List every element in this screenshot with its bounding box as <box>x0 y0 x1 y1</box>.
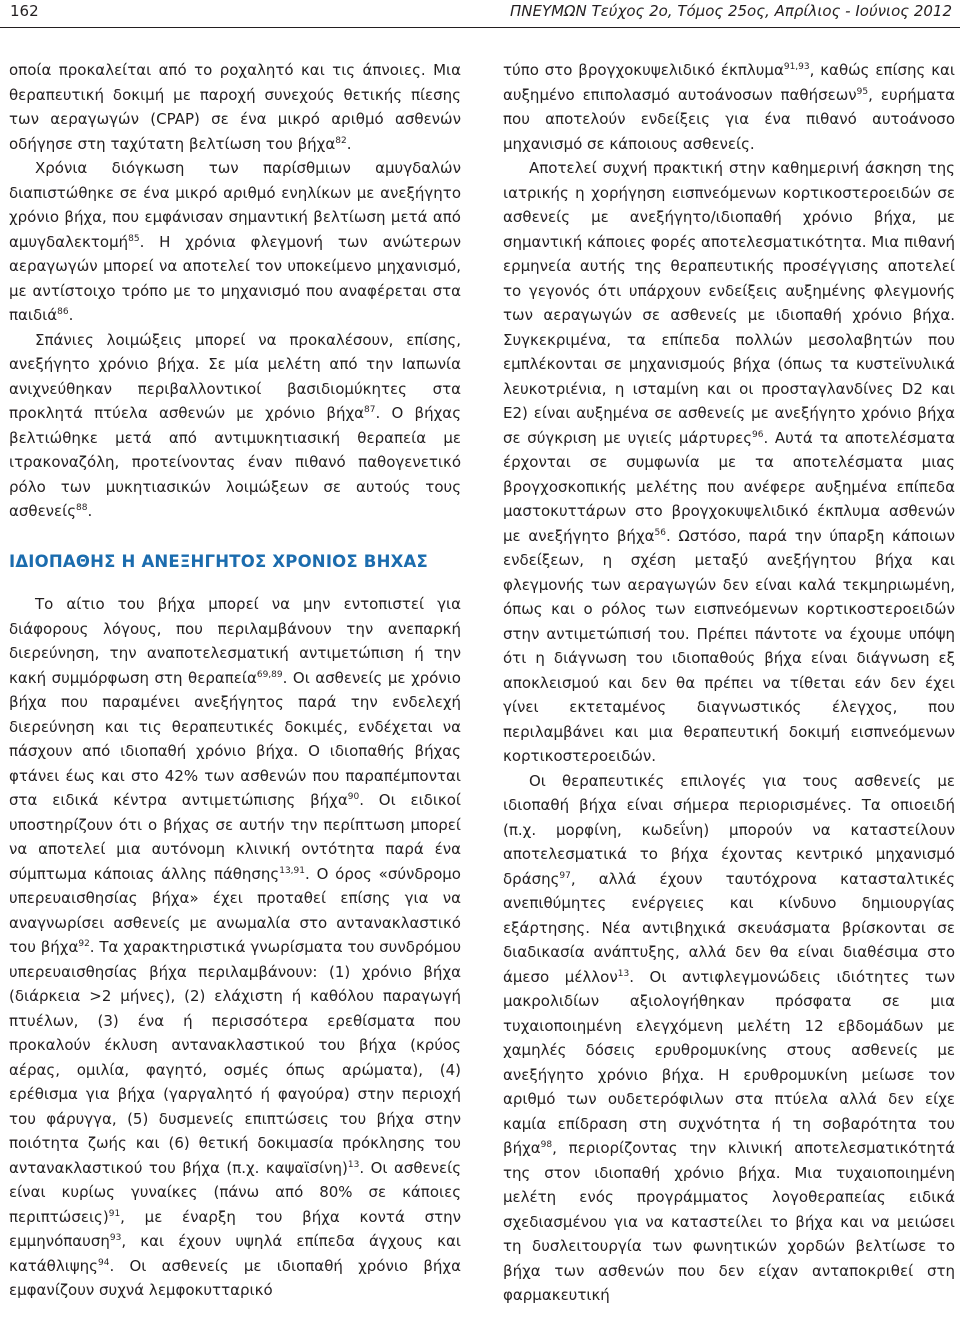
citation: 96 <box>752 429 764 440</box>
citation: 91 <box>108 1208 121 1219</box>
citation: 87 <box>364 405 376 415</box>
right-column <box>503 58 955 1308</box>
paragraph: Χρόνια διόγκωση των παρίσθμιων αμυγδαλών διαπιστώθηκε σε ένα μικρό αριθμό ενηλίκων με ανεξήγητο χρόνιο βήχα, που εμφάνισαν σημαντική βελτίωση μετά από αμυγδαλεκτομή$^{85}$. Η χρόνια φλεγμονή των ανώτερων αεραγωγών μπορεί να αποτελεί τον υποκείμενο μηχανισμό, με αντίστοιχο τρόπο με το μηχανισμό που αναφέρεται στα παιδιά$^{86}$. <box>9 159 461 324</box>
paragraph: Αποτελεί συχνή πρακτική στην καθημερινή άσκηση της ιατρικής η χορήγηση εισπνεόμενων κορτικοστεροειδών σε ασθενείς με ανεξήγητο/ιδιοπαθή χρόνιο βήχα, με σημαντική κάποιες φορές αποτελεσματικότητα. Μια πιθανή ερμηνεία αυτής της θεραπευτικής προσέγγισης αποτελεί το γεγονός ότι υπάρχουν ενδείξεις αυξημένης φλεγμονής των αεραγωγών σε ασθενείς με ιδιοπαθή χρόνιο βήχα. Συγκεκριμένα, τα επίπεδα πολλών μεσολαβητών που εμπλέκονται σε μηχανισμούς βήχα (όπως τα κυστεϊνυλικά λευκοτριένια, η ισταμίνη και οι προσταγλανδίνες D2 και E2) είναι αυξημένα σε ασθενείς με ανεξήγητο χρόνιο βήχα σε σύγκριση με υγιείς μάρτυρες$^{96}$. Αυτά τα αποτελέσματα έρχονται σε συμφωνία με τα αποτελέσματα μιας βρογχοσκοπικής μελέτης που ανέφερε αυξημένα επίπεδα μαστοκυττάρων στο βρογχοκυψελιδικό έκπλυμα ασθενών με ανεξήγητο βήχα$^{56}$. Ωστόσο, παρά την ύπαρξη κάποιων ενδείξεων, η σχέση μεταξύ ανεξήγητου βήχα και φλεγμονής των αεραγωγών δεν είναι καλά τεκμηριωμένη, όπως και ο ρόλος των εισπνεόμενων κορτικοστεροειδών στην αντιμετώπισή του. Πρέπει πάντοτε να έχουμε υπόψη ότι η διάγνωση του ιδιοπαθούς βήχα είναι διάγνωση εξ αποκλεισμού και δεν θα πρέπει να τίθεται εάν δεν έχει γίνει εκτεταμένος διαγνωστικός έλεγχος, που περιλαμβάνει και μια θεραπευτική δοκιμή εισπνεόμενων κορτικοστεροειδών. <box>503 159 956 765</box>
citation: 85 <box>128 233 140 244</box>
citation: 86 <box>57 307 69 317</box>
paragraph: οποία προκαλείται από το ροχαλητό και τις άπνοιες. Μια θεραπευτική δοκιμή με παροχή συνεχούς θετικής πίεσης των αεραγωγών (CPAP) σε ένα μικρό αριθμό ασθενών οδήγησε στη ταχύτατη βελτίωση του βήχα$^{82}$. <box>9 61 461 153</box>
citation: 90 <box>347 792 360 802</box>
section-heading: ΙΔΙΟΠΑΘΗΣ Η ΑΝΕΞΗΓΗΤΟΣ ΧΡΟΝΙΟΣ ΒΗΧΑΣ <box>9 551 428 571</box>
citation: 13 <box>617 968 630 979</box>
citation: 82 <box>335 135 347 146</box>
citation: 98 <box>540 1140 553 1150</box>
paragraph: Σπάνιες λοιμώξεις μπορεί να προκαλέσουν, επίσης, ανεξήγητο χρόνιο βήχα. Σε μία μελέτη από την Ιαπωνία ανιχνεύθηκαν περιβαλλοντικοί βασιδιομύκητες στα προκλητά πτύελα ασθενών με χρόνιο βήχα$^{87}$. Ο βήχας βελτιώθηκε μετά από αντιμυκητιασική θεραπεία με ιτρακοναζόλη, προτείνοντας έναν πιθανό παθογενετικό ρόλο των μυκητιασικών λοιμώξεων σε αυτούς τους ασθενείς$^{88}$. <box>9 330 461 520</box>
citation: 94 <box>97 1257 110 1268</box>
citation: 95 <box>856 86 869 97</box>
citation: 13,91 <box>279 865 305 876</box>
page-header <box>0 0 960 26</box>
journal-title: ΠΝΕΥΜΩΝ Τεύχος 2ο, Τόμος 25ος, Απρίλιος - Ιούνιος 2012 <box>509 2 952 20</box>
paragraph: Το αίτιο του βήχα μπορεί να μην εντοπιστεί για διάφορους λόγους, που περιλαμβάνουν την ανεπαρκή διερεύνηση, την αναποτελεσματική αντιμετώπιση ή την κακή συμμόρφωση στη θεραπεία$^{69,89}$. Οι ασθενείς με χρόνιο βήχα που παραμένει ανεξήγητος παρά την ενδελεχή διερεύνηση και τις θεραπευτικές δοκιμές, ενδέχεται να πάσχουν από ιδιοπαθή χρόνιο βήχα. Ο ιδιοπαθής βήχας φτάνει έως και στο 42% των ασθενών που παραπέμπονται στα ειδικά κέντρα αντιμετώπισης βήχα$^{90}$. Οι ειδικοί υποστηρίζουν ότι ο βήχας σε αυτήν την περίπτωση μπορεί να αποτελεί μια αυτόνομη κλινική οντότητα παρά ένα σύμπτωμα κάποιας άλλης πάθησης$^{13,91}$. Ο όρος «σύνδρομο υπερευαισθησίας βήχα» έχει προταθεί επίσης για να αναγνωρίσει ασθενείς με ανωμαλία στο αντανακλαστικό του βήχα$^{92}$. Τα χαρακτηριστικά γνωρίσματα του συνδρόμου υπερευαισθησίας βήχα περιλαμβάνουν: (1) χρόνιο βήχα (διάρκεια >2 μήνες), (2) ελάχιστη ή καθόλου παραγωγή πτυέλων, (3) ένα ή περισσότερα ερεθίσματα που προκαλούν έκλυση αντανακλαστικού του βήχα (κρύος αέρας, ομιλία, φαγητό, οσμές όπως αρώματα), (4) ερέθισμα για βήχα (γαργαλητό ή φαγούρα) στην περιοχή του φάρυγγα, (5) δυσμενείς επιπτώσεις του βήχα στην ποιότητα ζωής και (6) θετική δοκιμασία πρόκλησης του αντανακλαστικού του βήχα (π.χ. καψαϊσίνη)$^{13}$. Οι ασθενείς είναι κυρίως γυναίκες (πάνω από 80% σε κάποιες περιπτώσεις)$^{91}$, με έναρξη του βήχα κοντά στην εμμηνόπαυση$^{93}$, και έχουν υψηλά επίπεδα άγχους και κατάθλιψης$^{94}$. Οι ασθενείς με ιδιοπαθή χρόνιο βήχα εμφανίζουν συχνά λεμφοκυτταρικό <box>9 595 462 1299</box>
citation: 91,93 <box>783 62 810 72</box>
citation: 92 <box>78 939 90 949</box>
paragraph: Οι θεραπευτικές επιλογές για τους ασθενείς με ιδιοπαθή βήχα είναι σήμερα περιορισμένες. Τα οπιοειδή (π.χ. μορφίνη, κωδεΐνη) μπορούν να καταστείλουν αποτελεσματικά το βήχα έχοντας κεντρικό μηχανισμό δράσης$^{97}$, αλλά έχουν ταυτόχρονα κατασταλτικές ανεπιθύμητες ενέργειες και κίνδυνο δημιουργίας εξάρτησης. Νέα αντιβηχικά σκευάσματα βρίσκονται σε διαδικασία ανάπτυξης, αλλά δεν θα είναι διαθέσιμα στο άμεσο μέλλον$^{13}$. Οι αντιφλεγμονώδεις ιδιότητες των μακρολιδίων αξιολογήθηκαν πρόσφατα σε μια τυχαιοποιημένη ελεγχόμενη μελέτη 12 εβδομάδων με χαμηλές δόσεις ερυθρομυκίνης στους ασθενείς με ανεξήγητο χρόνιο βήχα. Η ερυθρομυκίνη μείωσε τον αριθμό των ουδετερόφιλων στα πτύελα αλλά δεν είχε καμία επίδραση στη συχνότητα ή τη σοβαρότητα του βήχα$^{98}$, περιορίζοντας την κλινική αποτελεσματικότητά της στον ιδιοπαθή χρόνιο βήχα. Μια τυχαιοποιημένη μελέτη ενός προγράμματος λογοθεραπείας ειδικά σχεδιασμένου για να καταστείλει το βήχα και να μειώσει τη δυσλειτουργία των φωνητικών χορδών βελτίωσε το βήχα των ασθενών που δεν είχαν ανταποκριθεί στη φαρμακευτική <box>503 771 956 1304</box>
citation: 93 <box>109 1233 122 1243</box>
citation: 69,89 <box>256 669 283 680</box>
citation: 56 <box>654 527 666 538</box>
citation: 88 <box>76 503 88 513</box>
page-number: 162 <box>10 2 39 20</box>
citation: 97 <box>559 870 571 881</box>
header-divider <box>0 27 960 28</box>
citation: 13 <box>347 1159 360 1170</box>
left-column <box>9 58 461 1303</box>
paragraph: τύπο στο βρογχοκυψελιδικό έκπλυμα$^{91,93}$, καθώς επίσης και αυξημένο επιπολασμό αυτοάνοσων παθήσεων$^{95}$, ευρήματα που αποτελούν ενδείξεις για ένα πιθανό αυτοάνοσο μηχανισμό σε κάποιους ασθενείς. <box>503 61 955 153</box>
